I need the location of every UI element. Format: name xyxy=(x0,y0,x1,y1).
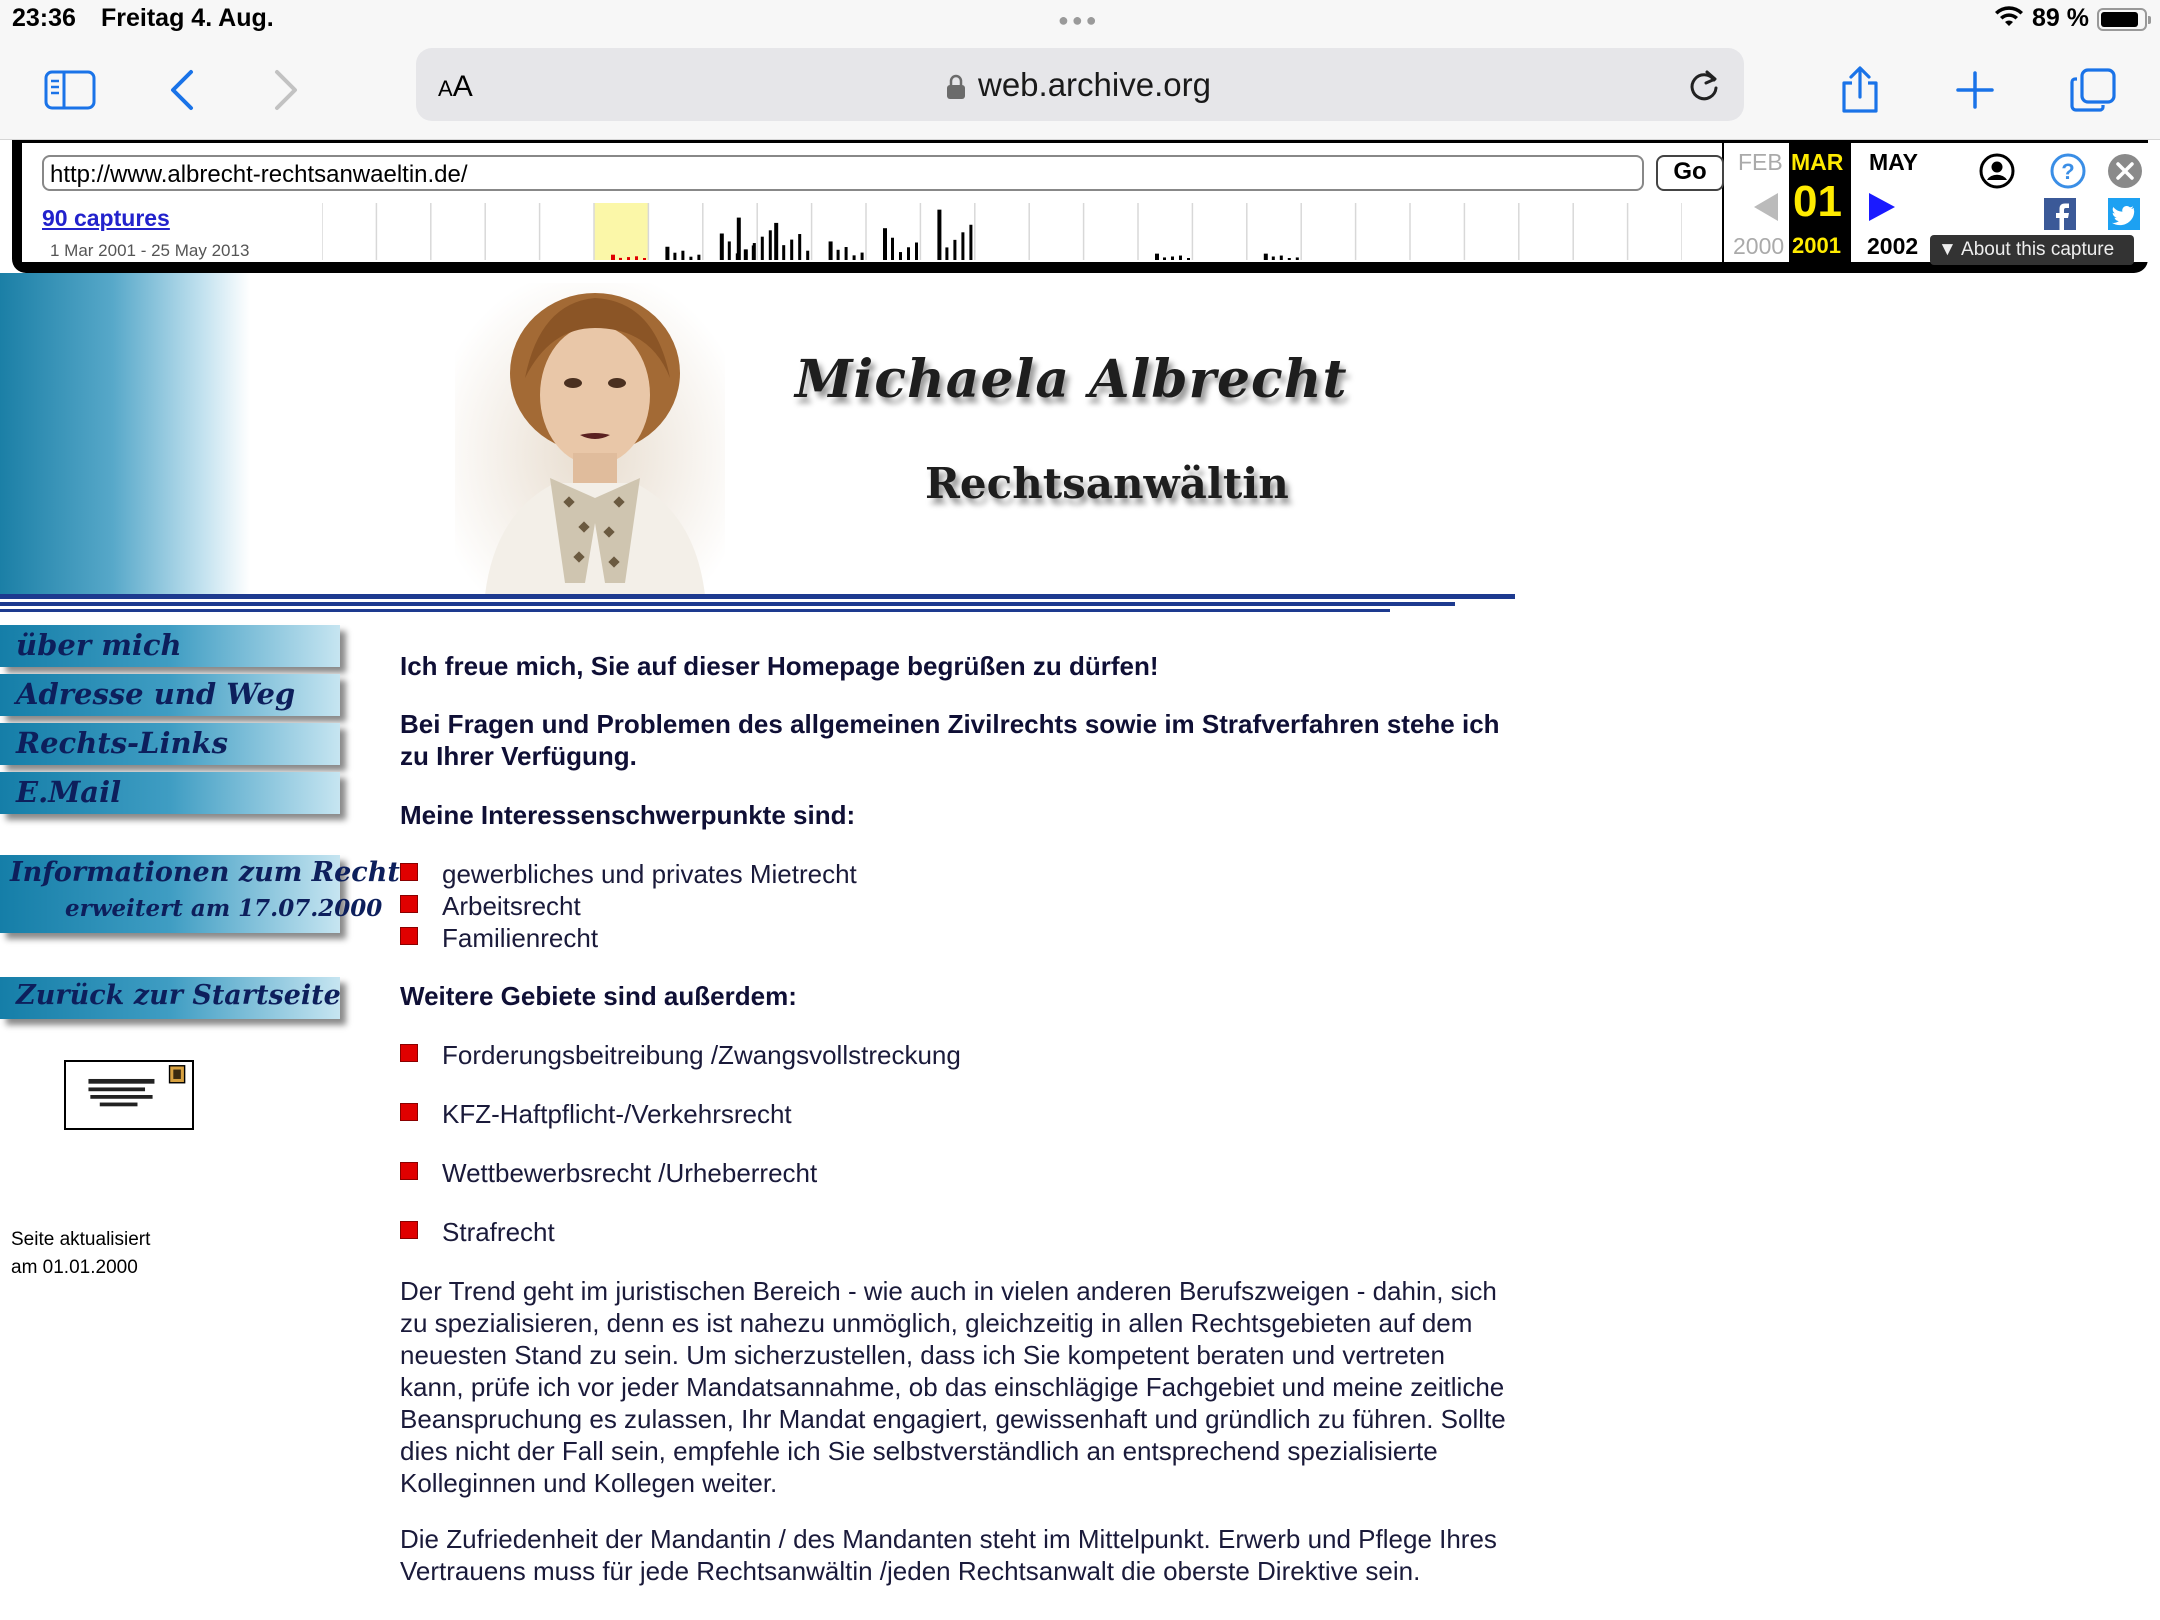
about-capture-label: About this capture xyxy=(1961,239,2115,260)
nav-ueber-mich[interactable] xyxy=(0,625,340,667)
list-item-text: Wettbewerbsrecht /Urheberrecht xyxy=(442,1158,818,1188)
capture-bar[interactable] xyxy=(790,240,793,260)
capture-bar[interactable] xyxy=(689,257,692,260)
intro-text: Bei Fragen und Problemen des allgemeinen Zivilrechts sowie im Strafverfahren stehe ich zu Ihrer Verfügung. xyxy=(400,709,1500,771)
capture-bar[interactable] xyxy=(1288,258,1291,260)
capture-bar[interactable] xyxy=(861,253,864,260)
capture-bar[interactable] xyxy=(937,210,941,260)
reload-icon[interactable] xyxy=(1686,68,1722,104)
nav-email[interactable] xyxy=(0,772,340,814)
nav-label: E.Mail xyxy=(16,775,122,809)
battery-percent: 89 % xyxy=(2032,4,2089,32)
lock-icon xyxy=(946,74,966,100)
facebook-icon[interactable] xyxy=(2044,198,2076,230)
nav-label: Zurück zur Startseite xyxy=(16,980,341,1011)
captures-date-range: 1 Mar 2001 - 25 May 2013 xyxy=(50,241,250,260)
bullet-square-icon xyxy=(400,863,418,881)
capture-bar[interactable] xyxy=(1187,258,1190,260)
nav-adresse[interactable] xyxy=(0,674,340,716)
header-rule xyxy=(0,609,1390,612)
nav-rechts-links[interactable] xyxy=(0,723,340,765)
nav-sublabel: erweitert am 17.07.2000 xyxy=(65,895,383,922)
paragraph-satisfaction: Die Zufriedenheit der Mandantin / des Mandanten steht im Mittelpunkt. Erwerb und Pflege Ihres Vertrauens muss für jede Rechtsanwältin /jeden Rechtsanwalt die oberste Direktive sein. xyxy=(400,1524,1497,1586)
capture-bar[interactable] xyxy=(720,234,724,261)
capture-bar[interactable] xyxy=(728,241,731,260)
twitter-icon[interactable] xyxy=(2108,198,2140,230)
tabs-icon[interactable] xyxy=(2063,60,2123,120)
capture-bar[interactable] xyxy=(681,251,684,260)
nav-informationen[interactable] xyxy=(0,855,400,933)
share-icon[interactable] xyxy=(1830,60,1890,120)
capture-bar[interactable] xyxy=(945,247,948,260)
capture-bar[interactable] xyxy=(899,252,902,260)
nav-label: Adresse und Weg xyxy=(16,677,296,711)
capture-bar[interactable] xyxy=(1272,257,1275,260)
capture-bar[interactable] xyxy=(761,237,764,260)
capture-bar[interactable] xyxy=(883,228,887,260)
capture-bar[interactable] xyxy=(806,251,809,260)
capture-bar[interactable] xyxy=(837,250,840,260)
prev-capture-arrow-icon[interactable] xyxy=(1754,193,1778,221)
nav-label: Rechts-Links xyxy=(16,726,228,760)
capture-bar[interactable] xyxy=(774,223,778,260)
bullet-square-icon xyxy=(400,1162,418,1180)
nav-startseite[interactable] xyxy=(0,977,340,1019)
capture-bar[interactable] xyxy=(891,238,894,260)
sidebar-icon[interactable] xyxy=(40,60,100,120)
header-gradient xyxy=(0,273,250,598)
archived-page xyxy=(0,273,2160,1620)
bullet-square-icon xyxy=(400,895,418,913)
current-year: 2001 xyxy=(1792,233,1841,258)
list-item xyxy=(400,858,857,890)
capture-bar[interactable] xyxy=(829,241,833,260)
paragraph-trend: Der Trend geht im juristischen Bereich - wie auch in vielen anderen Berufszweigen - dahin, sich zu spezialisieren, denn es ist nahezu unmöglich, gleichzeitig in allen Rechtsgebieten auf dem neuesten Stand zu sein. Um sicherzustellen, dass ich Sie kompetent beraten und vertreten kann, prüfe ich vor jeder Mandatsannahme, ob das einschlägige Fachgebiet und meine zeitliche Beanspruchung es zulassen, Ihr Mandat engagiert, gewissenhaft und gründlich zu führen. Sollte dies nicht der Fall sein, empfehle ich Sie selbstverständlich an entsprechend spezialisierte Kolleginnen und Kollegen weiter. xyxy=(400,1276,1506,1498)
list-item xyxy=(400,922,598,954)
portrait-photo xyxy=(455,283,725,595)
list-item xyxy=(400,890,581,922)
capture-bar[interactable] xyxy=(753,243,756,260)
capture-bar[interactable] xyxy=(845,247,848,260)
list-item xyxy=(400,1157,817,1189)
capture-bar[interactable] xyxy=(745,249,748,260)
site-name-heading: Michaela Albrecht xyxy=(795,349,1348,410)
capture-bar[interactable] xyxy=(673,253,676,260)
capture-bar[interactable] xyxy=(1171,257,1174,260)
capture-bar[interactable] xyxy=(969,225,972,260)
capture-bar[interactable] xyxy=(1280,256,1283,260)
bullet-square-icon xyxy=(400,927,418,945)
capture-bar[interactable] xyxy=(782,245,785,260)
list-item-text: KFZ-Haftpflicht-/Verkehrsrecht xyxy=(442,1099,792,1129)
capture-bar[interactable] xyxy=(665,247,669,260)
list-item xyxy=(400,1098,792,1130)
status-bar xyxy=(0,0,2160,40)
capture-bar[interactable] xyxy=(769,230,772,260)
capture-bar[interactable] xyxy=(953,240,956,260)
capture-bar[interactable] xyxy=(798,234,801,260)
current-year-highlight xyxy=(594,203,648,260)
close-icon[interactable] xyxy=(2106,152,2144,190)
bullet-square-icon xyxy=(400,1103,418,1121)
help-icon[interactable] xyxy=(2049,152,2087,190)
wayback-url-input[interactable]: http://www.albrecht-rechtsanwaeltin.de/ xyxy=(42,155,1644,191)
wifi-icon xyxy=(1995,6,2023,28)
url-text[interactable]: web.archive.org xyxy=(978,66,1211,103)
next-year-label: 2002 xyxy=(1867,233,1919,259)
prev-month-label: FEB xyxy=(1738,149,1783,175)
capture-bar[interactable] xyxy=(737,218,741,260)
nav-label: Informationen zum Recht xyxy=(10,857,400,888)
header-rule xyxy=(0,602,1455,606)
capture-bar[interactable] xyxy=(1163,257,1166,260)
list-item-text: Forderungsbeitreibung /Zwangsvollstreckung xyxy=(442,1040,961,1070)
status-date: Freitag 4. Aug. xyxy=(101,4,274,32)
more-heading: Weitere Gebiete sind außerdem: xyxy=(400,981,797,1011)
capture-bar[interactable] xyxy=(619,258,622,260)
prev-year-label: 2000 xyxy=(1733,233,1785,259)
multitasking-dots-icon[interactable]: ●●● xyxy=(1058,10,1100,30)
list-item-text: Strafrecht xyxy=(442,1217,555,1247)
capture-bar[interactable] xyxy=(1155,254,1159,260)
text-size-button[interactable] xyxy=(438,70,473,104)
capture-bar[interactable] xyxy=(853,255,856,260)
welcome-text: Ich freue mich, Sie auf dieser Homepage begrüßen zu dürfen! xyxy=(400,651,1159,681)
about-capture-dropdown[interactable]: ▼ About this capture xyxy=(1930,235,2134,265)
list-item xyxy=(400,1216,555,1248)
capture-bar[interactable] xyxy=(1179,256,1182,260)
capture-bar[interactable] xyxy=(915,243,918,260)
capture-bar[interactable] xyxy=(961,232,964,260)
bullet-square-icon xyxy=(400,1221,418,1239)
new-tab-icon[interactable] xyxy=(1945,60,2005,120)
site-title-heading: Rechtsanwältin xyxy=(925,459,1289,508)
capture-bar[interactable] xyxy=(697,255,700,260)
capture-bar[interactable] xyxy=(627,257,630,260)
captures-link[interactable]: 90 captures xyxy=(42,205,170,231)
capture-bar[interactable] xyxy=(635,256,638,260)
text-size-small-label: A xyxy=(438,76,453,101)
capture-sparkline[interactable] xyxy=(322,203,1682,260)
next-month-label: MAY xyxy=(1869,149,1918,175)
updated-date: am 01.01.2000 xyxy=(11,1257,138,1278)
user-account-icon[interactable] xyxy=(1978,152,2016,190)
wayback-go-button[interactable]: Go xyxy=(1656,155,1724,191)
text-size-label: A xyxy=(452,70,473,103)
envelope-icon[interactable] xyxy=(64,1060,194,1130)
bullet-square-icon xyxy=(400,1044,418,1062)
forward-icon[interactable] xyxy=(256,60,316,120)
capture-bar[interactable] xyxy=(611,255,615,260)
address-bar[interactable] xyxy=(416,48,1744,121)
browser-toolbar xyxy=(0,40,2160,140)
wayback-main-panel xyxy=(22,143,1722,262)
list-item xyxy=(400,1039,961,1071)
list-item-text: gewerbliches und privates Mietrecht xyxy=(442,859,857,889)
focus-heading: Meine Interessenschwerpunkte sind: xyxy=(400,800,856,830)
svg-text:?: ? xyxy=(2061,159,2075,184)
list-item-text: Familienrecht xyxy=(442,923,599,953)
status-time: 23:36 xyxy=(12,4,76,32)
header-rule xyxy=(0,594,1515,599)
current-capture-date xyxy=(1789,143,1851,265)
back-icon[interactable] xyxy=(152,60,212,120)
updated-label: Seite aktualisiert xyxy=(11,1229,151,1250)
nav-label: über mich xyxy=(16,628,182,662)
capture-bar[interactable] xyxy=(907,247,910,260)
wayback-toolbar xyxy=(12,140,2148,273)
next-capture-arrow-icon[interactable] xyxy=(1869,193,1895,221)
capture-bar[interactable] xyxy=(1296,257,1299,260)
capture-bar[interactable] xyxy=(643,258,646,260)
current-month: MAR xyxy=(1791,149,1844,175)
current-day: 01 xyxy=(1793,177,1842,226)
list-item-text: Arbeitsrecht xyxy=(442,891,581,921)
battery-icon xyxy=(2097,8,2147,31)
capture-bar[interactable] xyxy=(1264,254,1268,260)
